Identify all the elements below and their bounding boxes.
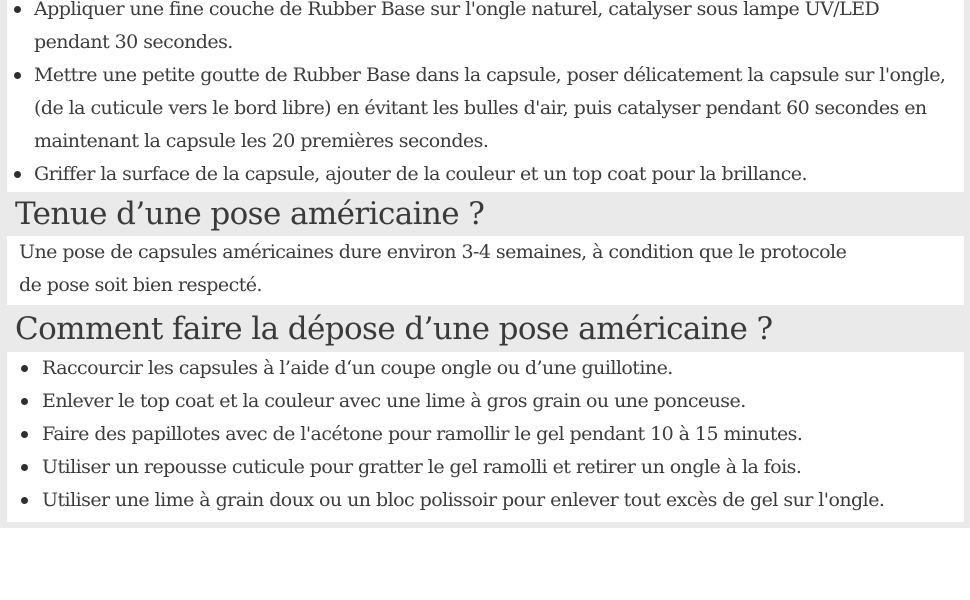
duration-paragraph: Une pose de capsules américaines dure environ 3-4 semaines, à condition que le protocole de pose soit bien respecté. [19, 241, 847, 296]
section-heading-duration: Tenue d’une pose américaine ? [15, 196, 485, 232]
list-item: Mettre une petite goutte de Rubber Base dans la capsule, poser délicatement la capsule sur l'ongle, (de la cuticule vers le bord libre) en évitant les bulles d'air, puis catalyser pendant 60 secondes en maintenant la capsule les 20 premières secondes. [34, 59, 945, 158]
list-item: Utiliser une lime à grain doux ou un bloc polissoir pour enlever tout excès de gel sur l'ongle. [42, 484, 884, 517]
list-item: Enlever le top coat et la couleur avec une lime à gros grain ou une ponceuse. [42, 385, 884, 418]
list-item: Faire des papillotes avec de l'acétone pour ramollir le gel pendant 10 à 15 minutes. [42, 418, 884, 451]
list-item: Raccourcir les capsules à l’aide d‘un coupe ongle ou d’une guillotine. [42, 352, 884, 385]
removal-steps-list [42, 352, 884, 517]
list-item: Griffer la surface de la capsule, ajouter de la couleur et un top coat pour la brillance. [34, 158, 945, 191]
list-item: Utiliser un repousse cuticule pour gratter le gel ramolli et retirer un ongle à la fois. [42, 451, 884, 484]
section-heading-removal: Comment faire la dépose d’une pose américaine ? [15, 311, 773, 347]
application-steps-list [34, 0, 945, 191]
list-item: Appliquer une fine couche de Rubber Base sur l'ongle naturel, catalyser sous lampe UV/LED pendant 30 secondes. [34, 0, 945, 59]
